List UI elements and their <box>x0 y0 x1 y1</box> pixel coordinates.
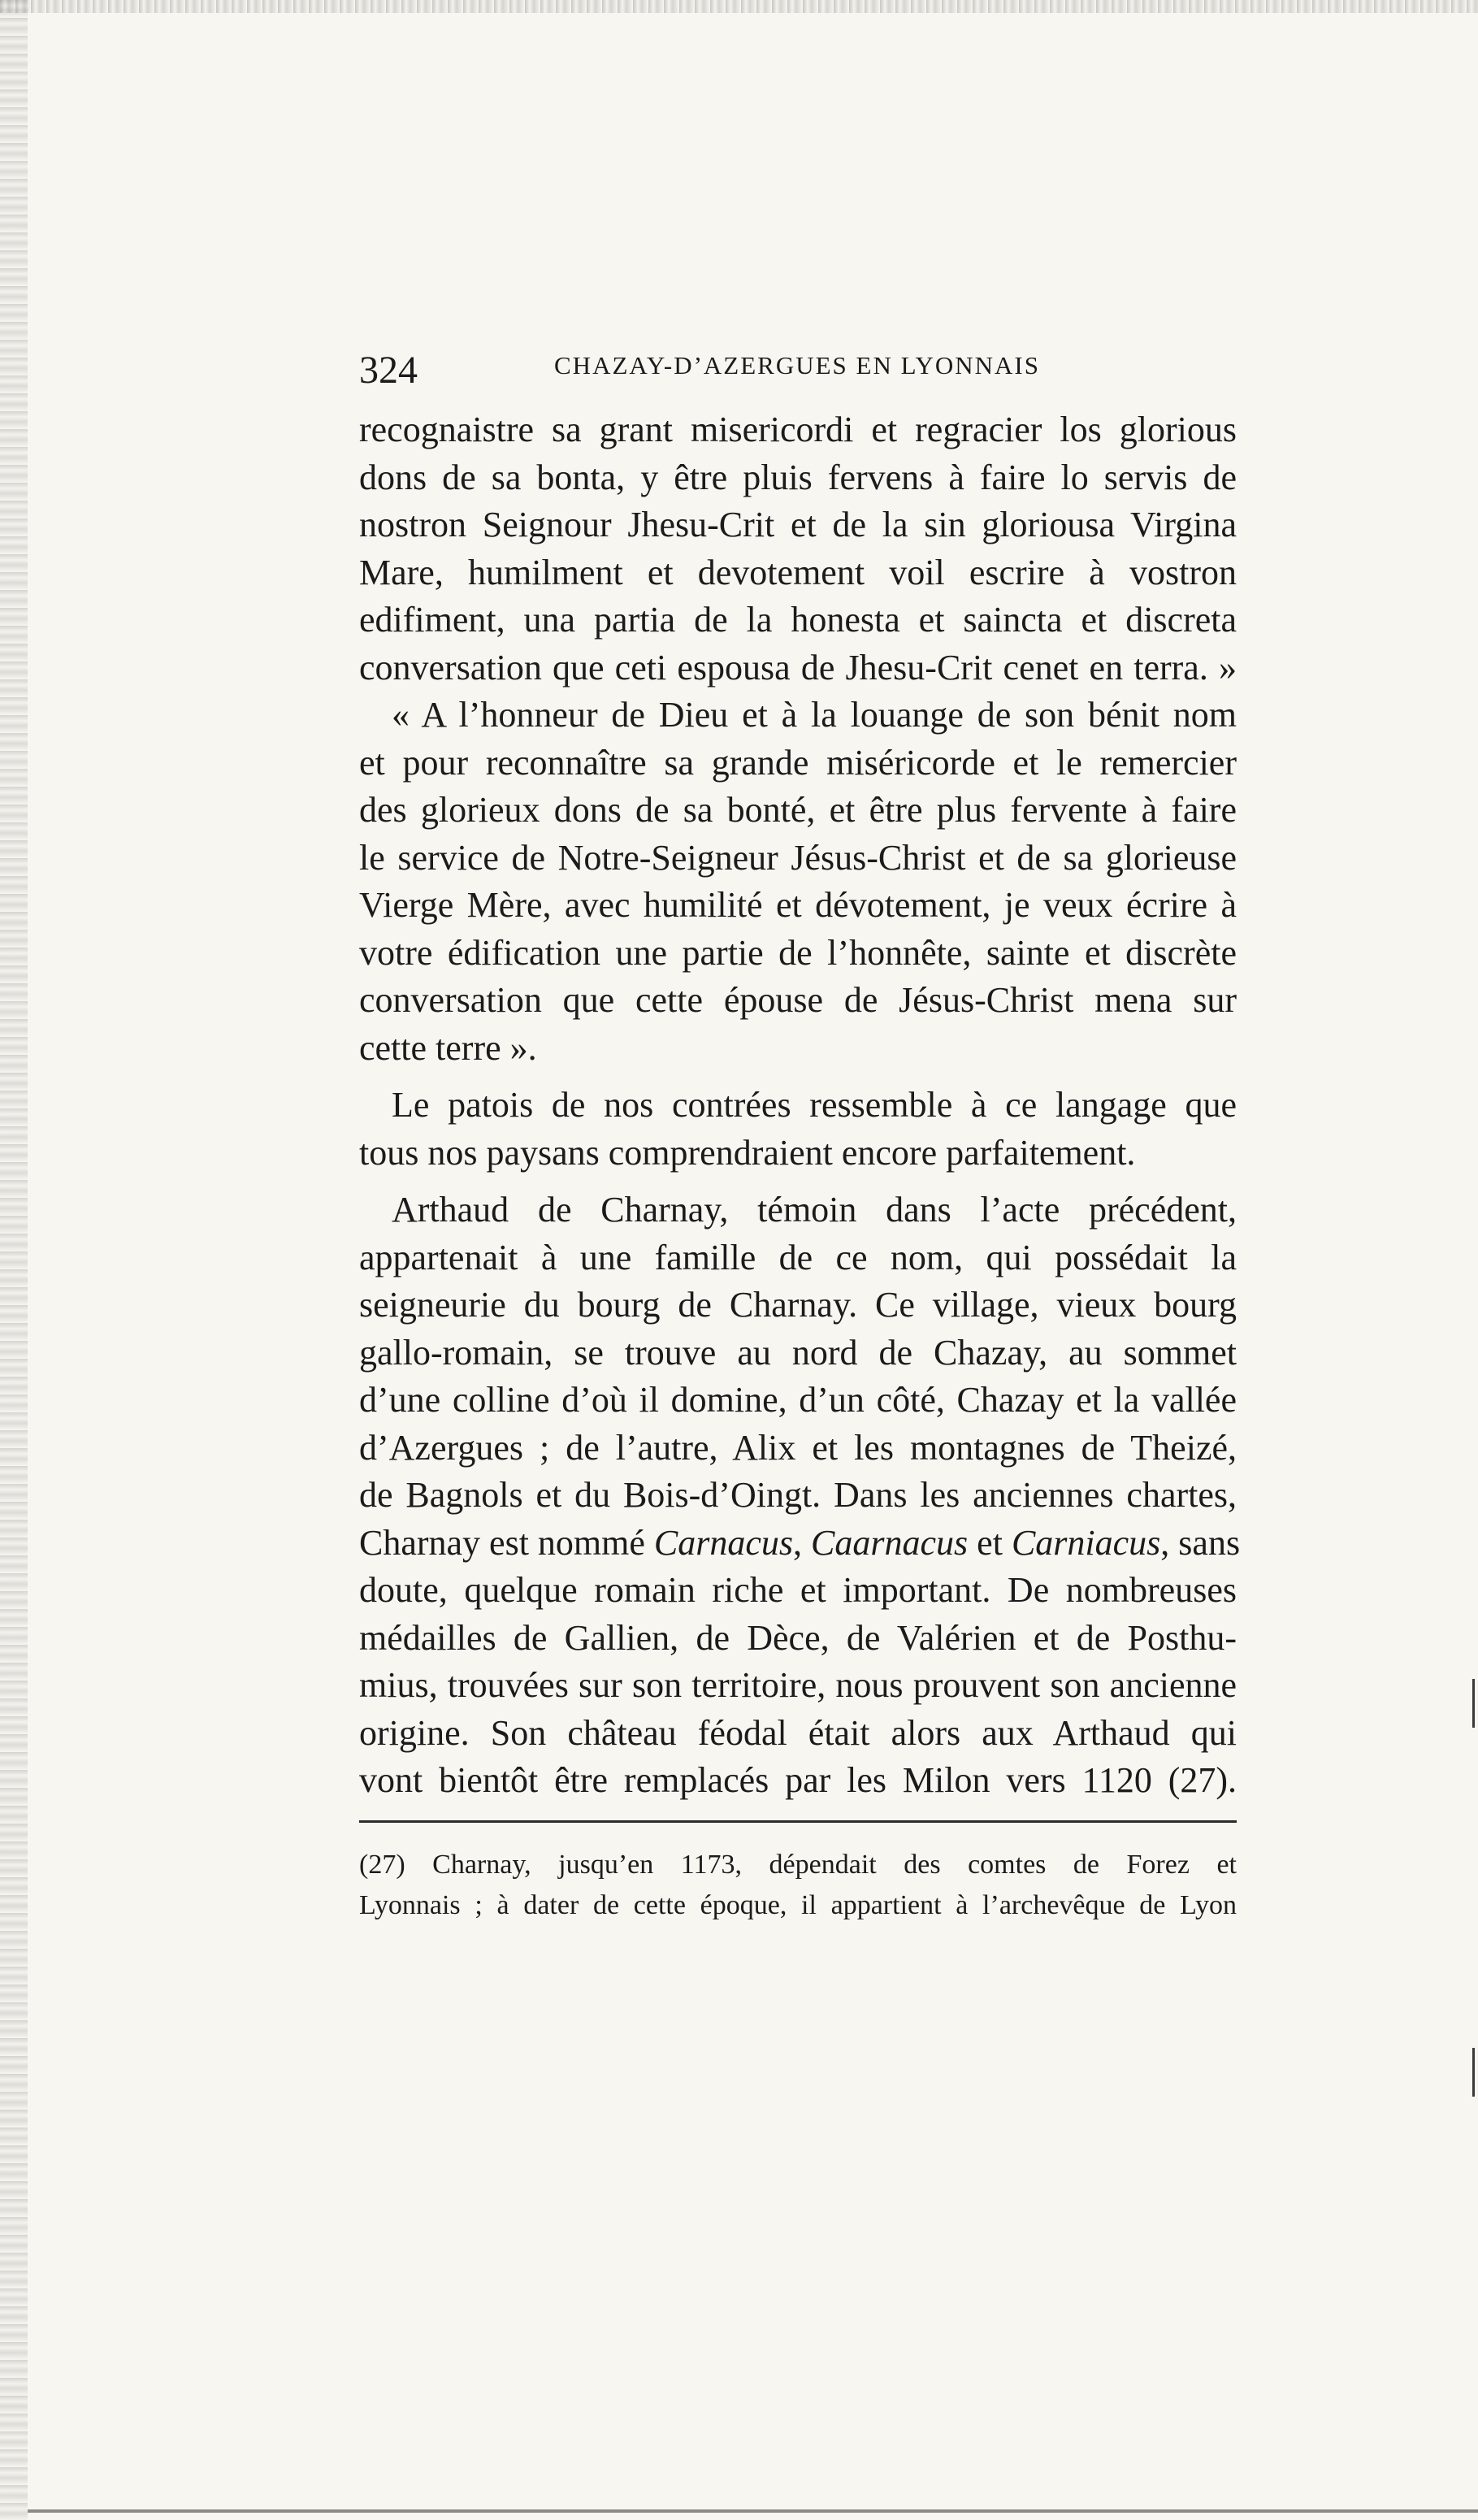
text-line: tous nos paysans comprendraient encore parfaitement. <box>359 1132 1136 1173</box>
names-separator: , <box>793 1522 812 1563</box>
paragraph-gap <box>359 1177 1237 1186</box>
text-line: vont bientôt être remplacés par les Milon vers 1120 (27). <box>359 1760 1237 1800</box>
text-line: d’Azergues ; de l’autre, Alix et les montagnes de Theizé, <box>359 1427 1237 1468</box>
text-line: d’une colline d’où il domine, d’un côté, Chazay et la vallée <box>359 1380 1237 1420</box>
page-top-edge <box>0 0 1478 13</box>
text-line-latin-names <box>359 1520 1241 1568</box>
page-left-edge <box>0 0 28 2520</box>
latin-name: Carniacus <box>1011 1522 1161 1563</box>
text-line: Arthaud de Charnay, témoin dans l’acte précédent, <box>392 1190 1237 1230</box>
text-line: des glorieux dons de sa bonté, et être plus fervente à faire <box>359 790 1237 830</box>
page-header <box>359 348 1237 397</box>
text-line: seigneurie du bourg de Charnay. Ce village, vieux bourg <box>359 1285 1237 1325</box>
names-prefix: Charnay est nommé <box>359 1522 654 1563</box>
names-separator: et <box>968 1522 1012 1563</box>
text-line: Vierge Mère, avec humilité et dévotement, je veux écrire à <box>359 885 1237 925</box>
margin-mark <box>1472 2048 1475 2097</box>
text-line: gallo-romain, se trouve au nord de Chazay, au sommet <box>359 1332 1237 1373</box>
names-suffix: , sans <box>1160 1522 1241 1563</box>
text-line: recognaistre sa grant misericordi et regracier los glorious <box>359 410 1237 449</box>
text-line: médailles de Gallien, de Dèce, de Valérien et de Posthu- <box>359 1617 1237 1658</box>
text-line: conversation que ceti espousa de Jhesu-Crit cenet en terra. » <box>359 647 1237 687</box>
text-line: nostron Seignour Jhesu-Crit et de la sin gloriousa Virgina <box>359 505 1237 544</box>
text-line: mius, trouvées sur son territoire, nous prouvent son ancienne <box>359 1665 1237 1705</box>
page-bottom-edge <box>28 2509 1478 2513</box>
text-line: et pour reconnaître sa grande miséricorde et le remercier <box>359 742 1237 783</box>
text-line: le service de Notre-Seigneur Jésus-Christ et de sa glorieuse <box>359 837 1237 878</box>
footnote-rule <box>359 1820 1237 1823</box>
running-title: CHAZAY-D’AZERGUES EN LYONNAIS <box>554 351 1040 380</box>
text-line: « A l’honneur de Dieu et à la louange de son bénit nom <box>392 695 1237 735</box>
footnote-line: Lyonnais ; à dater de cette époque, il appartient à l’archevêque de Lyon <box>359 1890 1237 1920</box>
text-line: dons de sa bonta, y être pluis fervens à faire lo servis de <box>359 457 1237 497</box>
paragraph-gap <box>359 1072 1237 1082</box>
text-line: doute, quelque romain riche et important. De nombreuses <box>359 1570 1237 1610</box>
margin-mark <box>1472 1679 1475 1728</box>
latin-name: Caarnacus <box>811 1522 969 1563</box>
page-number: 324 <box>359 349 418 392</box>
footnote-line: (27) Charnay, jusqu’en 1173, dépendait des comtes de Forez et <box>359 1850 1237 1880</box>
text-line: origine. Son château féodal était alors aux Arthaud qui <box>359 1712 1237 1753</box>
text-line: edifiment, una partia de la honesta et saincta et discreta <box>359 600 1237 640</box>
footnote <box>359 1845 1237 1926</box>
text-line: conversation que cette épouse de Jésus-Christ mena sur <box>359 980 1237 1020</box>
text-line: Le patois de nos contrées ressemble à ce langage que <box>392 1085 1237 1125</box>
text-line: votre édification une partie de l’honnête, sainte et discrète <box>359 932 1237 973</box>
text-line: de Bagnols et du Bois-d’Oingt. Dans les anciennes chartes, <box>359 1475 1237 1515</box>
text-line: appartenait à une famille de ce nom, qui possédait la <box>359 1237 1237 1277</box>
latin-name: Carnacus <box>653 1522 794 1563</box>
text-line: Mare, humilment et devotement voil escrire à vostron <box>359 552 1237 592</box>
text-line: cette terre ». <box>359 1027 537 1068</box>
body-text <box>359 406 1241 1805</box>
